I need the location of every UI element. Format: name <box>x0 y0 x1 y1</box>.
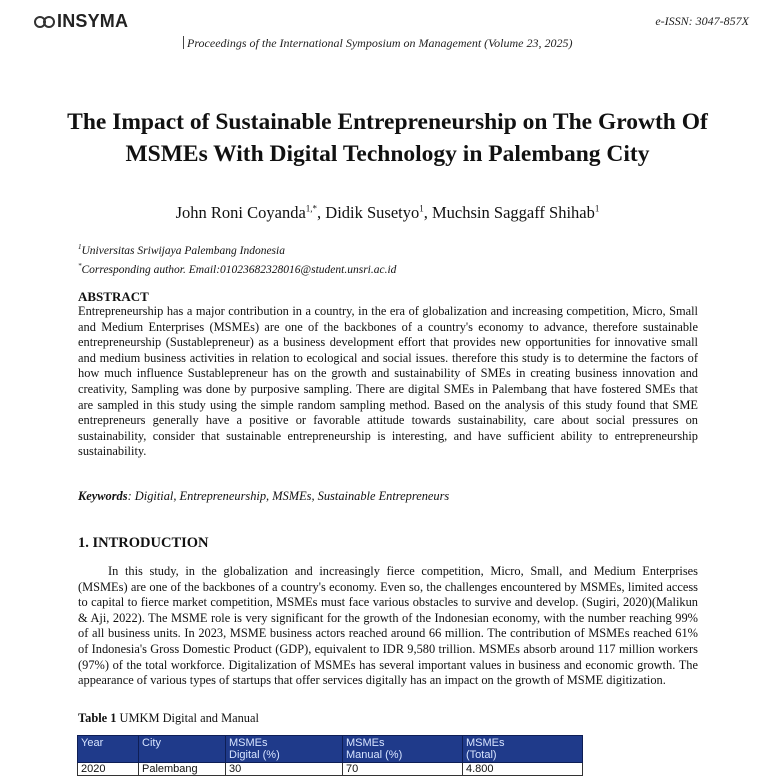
abstract-heading: ABSTRACT <box>78 289 149 304</box>
table-cell: 4.800 <box>463 763 583 776</box>
table-cell: 70 <box>343 763 463 776</box>
table-caption-text: UMKM Digital and Manual <box>116 711 259 725</box>
introduction-body: In this study, in the globalization and increasingly fierce competition, Micro, Small, and Medium Enterprises (MSMEs) are one of the backbones of a country's economy. Even so, the challenges encountered by MSMEs, limited access to capital to fierce market competition, MSMEs must face various obstacles to survive and develop. (Sugiri, 2020)(Malikun & Aji, 2022). The MSME role is very significant for the growth of the Indonesian economy, with the number reaching 99% of all business units. In 2023, MSME business actors reached around 66 million. The contribution of MSMEs reached 61% of Indonesia's Gross Domestic Product (GDP), equivalent to IDR 9,580 trillion. MSMEs absorb around 117 million workers (97%) of the total workforce. Digitalization of MSMEs has several important values in business and economic growth. The appearance of various types of startups that offer services digitally has an impact on the growth of MSME digitization. <box>78 564 698 688</box>
table-caption <box>78 711 259 726</box>
umkm-table <box>77 735 583 776</box>
table-header-cell: City <box>139 736 226 763</box>
author-sep: , <box>423 203 433 222</box>
table-caption-label: Table 1 <box>78 711 117 725</box>
insyma-logo-icon <box>34 14 56 30</box>
affiliation <box>78 240 396 259</box>
author-sup: 1 <box>419 203 424 214</box>
abstract-body: Entrepreneurship has a major contribution in a country, in the era of globalization and increasing competition, Micro, Small and Medium Enterprises (MSMEs) are one of the backbones of a country's economy to advance, therefore sustainable entrepreneurship (Sustablepreneur) as a business development effort that provides new opportunities for innovative small and medium business activities in relation to ecological and social issues. therefore this study is to determine the factors of how much influence Sustablepreneur has on the growth and sustainability of SMEs in creating business innovation and creativity, Sampling was done by purposive sampling. There are digital SMEs in Palembang that have fostered SMEs that are sampled in this study using the simple random sampling method. Based on the analysis of this study found that SME entrepreneurs generally have a positive or favorable attitude towards sustainability, care about social pressures on sustainability, consider that sustainable entrepreneurship is interesting, and have sufficient ability to entrepreneurship sustainability. <box>78 304 698 459</box>
table-row <box>78 763 583 776</box>
corresponding-author <box>78 259 396 278</box>
table-cell: Palembang <box>139 763 226 776</box>
table-cell: 30 <box>226 763 343 776</box>
keywords-list: : Digitial, Entrepreneurship, MSMEs, Sustainable Entrepreneurs <box>127 489 450 503</box>
logo-text: INSYMA <box>57 11 129 31</box>
table-header-cell: MSMEs Digital (%) <box>226 736 343 763</box>
author-name: Muchsin Saggaff Shihab <box>432 203 595 222</box>
section-heading-introduction: 1. INTRODUCTION <box>78 535 209 551</box>
keywords-label: Keywords <box>78 489 128 503</box>
running-title: Proceedings of the International Symposium on Management (Volume 23, 2025) <box>187 36 573 50</box>
affiliation-sup: * <box>78 261 82 270</box>
authors <box>0 203 775 223</box>
table-header-cell: Year <box>78 736 139 763</box>
author-sep: , <box>317 203 326 222</box>
eissn: e-ISSN: 3047-857X <box>655 14 749 28</box>
table-header-row <box>78 736 583 763</box>
author-sup: 1 <box>594 203 600 214</box>
table-header-cell: MSMEs (Total) <box>463 736 583 763</box>
paper-title: The Impact of Sustainable Entrepreneurship on The Growth Of MSMEs With Digital Technology in Palembang City <box>67 109 708 167</box>
author-sup: 1,* <box>305 203 318 214</box>
affiliation-text: Corresponding author. Email:01023682328016@student.unsri.ac.id <box>81 263 397 276</box>
author-name: John Roni Coyanda <box>175 203 306 222</box>
affiliation-sup: 1 <box>78 243 82 251</box>
header-divider <box>183 36 184 49</box>
table-cell: 2020 <box>78 763 139 776</box>
affiliation-text: Universitas Sriwijaya Palembang Indonesia <box>81 244 285 257</box>
table-header-cell: MSMEs Manual (%) <box>343 736 463 763</box>
insyma-logo <box>34 11 128 32</box>
author-name: Didik Susetyo <box>325 203 420 222</box>
affiliations <box>78 240 396 278</box>
keywords <box>78 489 449 504</box>
